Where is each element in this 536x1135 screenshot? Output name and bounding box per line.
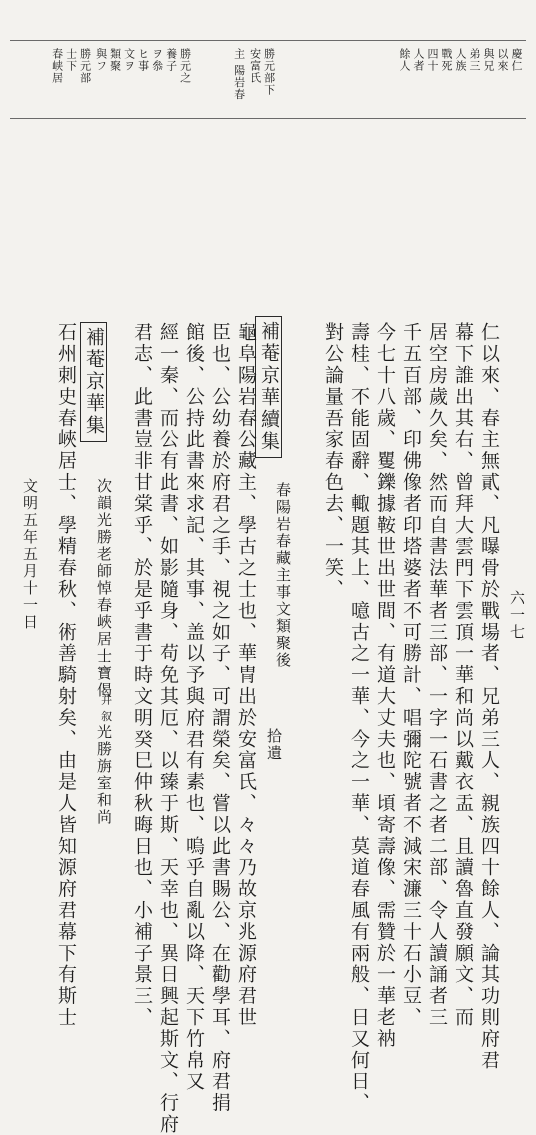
body-line: 石州刺史春峽居士、學精春秋、術善騎射矣、由是人皆知源府君幕下有斯士 (55, 322, 77, 1029)
note-line: 士下 (64, 48, 78, 72)
body-line: 居空房歲久矣、然而自書法華者三部、一字一石書之者二部、令人讀誦者三 (426, 322, 448, 1029)
top-rule (10, 40, 526, 41)
body-line: 仁以來、春主無貳、凡曝骨於戰場者、兄弟三人、親族四十餘人、論其功則府君 (478, 322, 500, 1071)
note-line: 勝元部下 (262, 48, 276, 96)
section-1-author: 春陽岩春藏主事文類聚後 (274, 482, 292, 669)
note-line: 養子 (164, 48, 178, 72)
note-line: 主 陽岩春 (232, 48, 246, 101)
body-line: 經一秦、而公有此書、如影隨身、苟免其厄、以臻于斯、天幸也、異日興起斯文、行府 (157, 322, 179, 1135)
note-line: 安富氏 (248, 48, 262, 84)
body-line: 壽桂、不能固辭、輙題其上、噫古之一華、今之一華、莫道春風有兩般、日又何日、 (348, 322, 370, 1114)
note-line: 餘人 (398, 48, 411, 72)
body-line: 對公論量吾家春色去、一笑、 (322, 322, 344, 601)
section-1-title: 補菴京華續集 (255, 316, 282, 458)
body-line: 館後、公持此書來求記、其事、盖以予與府君有素也、嗚乎自亂以降、天下竹帛又 (183, 322, 205, 1093)
note-line: 人族 (454, 48, 467, 72)
note-line: 文ヲ (122, 48, 136, 72)
note-line: 四十 (426, 48, 439, 72)
note-line: 慶仁 (510, 48, 523, 72)
footer-date: 文明五年五月十一日 (21, 478, 39, 631)
note-line: 弟三 (468, 48, 481, 72)
note-line: 春峡居 (50, 48, 64, 84)
body-line: 千五百部、印佛像者印塔婆者不可勝計、唱彌陀號者不減宋濂三十石小豆、 (400, 322, 422, 1029)
note-line: 人者 (412, 48, 425, 72)
note-line: ヲ叅 (150, 48, 164, 72)
body-line: 今七十八歲、矍鑠據鞍世出世間、有道大丈夫也、頃寄壽像、需贊於一華老衲 (374, 322, 396, 1050)
section-2-author: 次韻光勝老師悼春峽居士寶偈 (95, 478, 113, 699)
note-line: 與兄 (482, 48, 495, 72)
note-line: ヒ事 (136, 48, 150, 72)
body-line: 臣也、公幼養於府君之手、視之如子、可謂榮矣、嘗以此書賜公、在勸學耳、府君捐 (209, 322, 231, 1114)
body-line: 幕下誰出其右、曾拜大雲門下雲頂一華和尚以戴衣盂、且讀魯直發願文、而 (452, 322, 474, 1029)
page-number: 六一七 (508, 590, 526, 641)
section-2-note: 并 叙 (99, 694, 113, 723)
note-line: 以來 (496, 48, 509, 72)
section-1-tag: 拾遺 (265, 728, 283, 762)
header-rule (10, 118, 526, 119)
note-line: 勝元部 (78, 48, 92, 84)
note-line: 戰死 (440, 48, 453, 72)
section-2-tail: 光勝旃室和尚 (95, 724, 113, 826)
body-line: 君志、此書豈非甘棠乎、於是乎書于時文明癸巳仲秋晦日也、小補子景三、 (131, 322, 153, 1029)
note-line: 與フ (94, 48, 108, 72)
note-line: 類聚 (108, 48, 122, 72)
body-line: 龜阜陽岩春公藏主、學古之士也、華冑出於安富氏、々々乃故京兆源府君世 (235, 322, 257, 1029)
section-2-title: 補菴京華集 (80, 322, 107, 442)
note-line: 勝元之 (178, 48, 192, 84)
